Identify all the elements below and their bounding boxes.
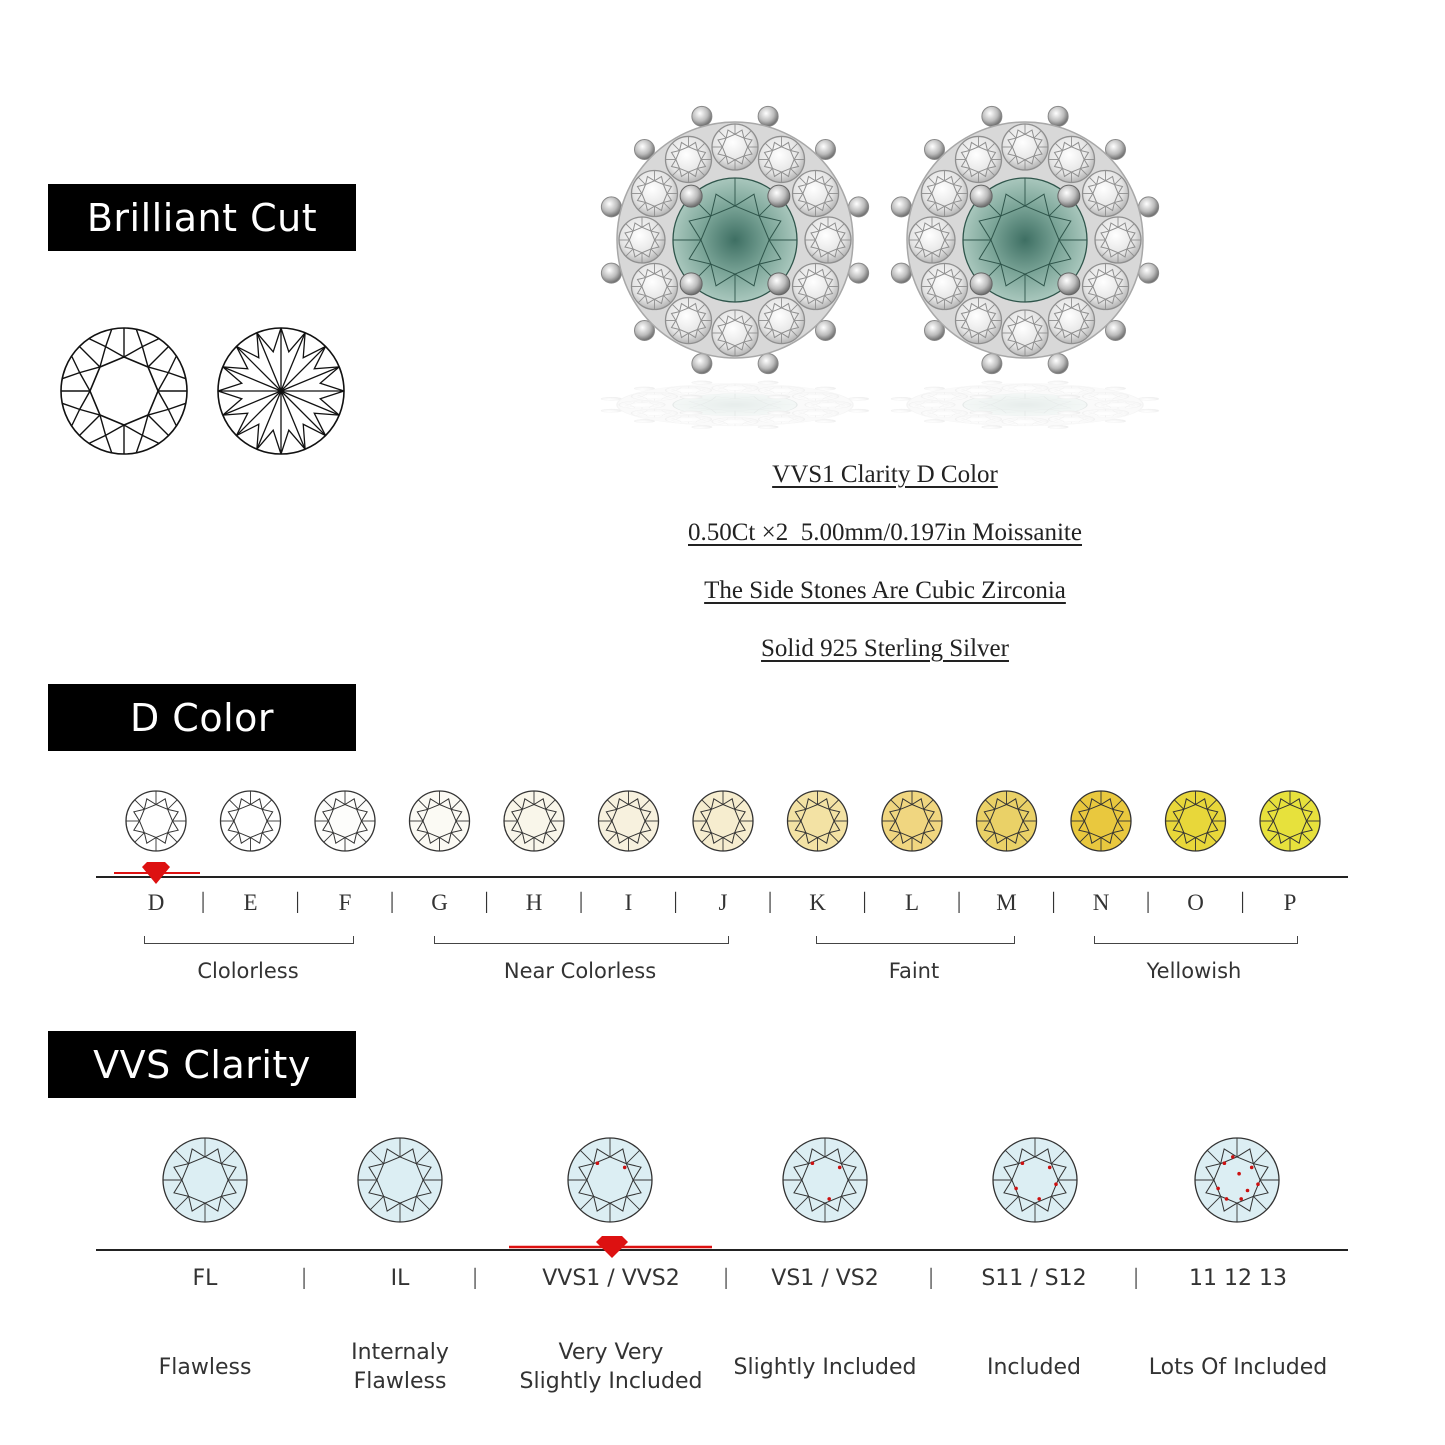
color-stone-K: [788, 791, 848, 851]
clarity-description-line: Slightly Included: [519, 1369, 703, 1394]
clarity-stone-3: [568, 1138, 652, 1222]
d-color-label: D Color: [48, 684, 356, 751]
clarity-description-1: [95, 1353, 315, 1382]
clarity-grade-4: VS1 / VS2: [771, 1266, 879, 1291]
clarity-description-line: Internaly: [351, 1340, 449, 1365]
color-scale-diagram: [96, 780, 1352, 890]
color-stone-I: [599, 791, 659, 851]
grade-separator: |: [956, 888, 962, 913]
spec-material: Solid 925 Sterling Silver: [761, 635, 1009, 662]
color-stone-J: [693, 791, 753, 851]
grade-separator: |: [472, 1264, 478, 1289]
clarity-stone-6: [1195, 1138, 1279, 1222]
clarity-grade-5: S11 / S12: [981, 1266, 1087, 1291]
clarity-stone-2: [358, 1138, 442, 1222]
clarity-stone-1: [163, 1138, 247, 1222]
vvs-clarity-label: VVS Clarity: [48, 1031, 356, 1098]
clarity-grade-6: 11 12 13: [1189, 1266, 1287, 1291]
left-earring: [601, 106, 868, 373]
color-grade-E: E: [243, 890, 258, 915]
color-grade-G: G: [431, 890, 448, 915]
faint-bracket: [816, 936, 1015, 944]
grade-separator: |: [1133, 1264, 1139, 1289]
color-stone-D: [126, 791, 186, 851]
color-stone-H: [504, 791, 564, 851]
clarity-description-2: [290, 1338, 510, 1396]
brilliant-cut-bottom-view-icon: [215, 325, 347, 457]
clarity-description-6: [1128, 1353, 1348, 1382]
color-grade-K: K: [809, 890, 826, 915]
clarity-description-3: [501, 1338, 721, 1396]
clarity-grade-2: IL: [390, 1266, 410, 1291]
spec-clarity-color: VVS1 Clarity D Color: [772, 461, 998, 488]
clarity-grade-3: VVS1 / VVS2: [542, 1266, 680, 1291]
color-stone-F: [315, 791, 375, 851]
grade-separator: |: [389, 888, 395, 913]
clarity-grade-1: FL: [192, 1266, 218, 1291]
color-grade-O: O: [1187, 890, 1204, 915]
grade-separator: |: [723, 1264, 729, 1289]
grade-separator: |: [928, 1264, 934, 1289]
clarity-stone-5: [993, 1138, 1077, 1222]
clarity-scale-diagram: [96, 1130, 1352, 1270]
color-grade-D: D: [147, 890, 165, 915]
grade-separator: |: [578, 888, 584, 913]
grade-separator: |: [484, 888, 489, 913]
color-stone-G: [410, 791, 470, 851]
color-stone-O: [1166, 791, 1226, 851]
color-stone-M: [977, 791, 1037, 851]
clarity-description-line: Very Very: [558, 1340, 664, 1365]
colorless-group-label: Clolorless: [197, 959, 299, 983]
faint-group-label: Faint: [888, 959, 940, 983]
spec-side-stones: The Side Stones Are Cubic Zirconia: [704, 577, 1066, 604]
clarity-description-line: Included: [986, 1355, 1082, 1380]
earrings-product-image: [600, 100, 1170, 460]
near-colorless-group-label: Near Colorless: [503, 959, 657, 983]
grade-separator: |: [200, 888, 206, 913]
grade-separator: |: [1145, 888, 1151, 913]
grade-separator: |: [862, 888, 867, 913]
color-grade-I: I: [624, 890, 633, 915]
clarity-description-5: [924, 1353, 1144, 1382]
color-grade-P: P: [1283, 890, 1297, 915]
spec-carat-size: 0.50Ct ×2 5.00mm/0.197in Moissanite: [688, 519, 1082, 546]
clarity-description-line: Slightly Included: [733, 1355, 917, 1380]
yellowish-group-label: Yellowish: [1146, 959, 1242, 983]
color-grade-L: L: [904, 890, 920, 915]
color-grade-N: N: [1092, 890, 1110, 915]
grade-separator: |: [1051, 888, 1056, 913]
grade-separator: |: [1240, 888, 1245, 913]
grade-separator: |: [673, 888, 678, 913]
color-grade-M: M: [996, 890, 1017, 915]
color-grade-F: F: [338, 890, 352, 915]
near-colorless-bracket: [434, 936, 729, 944]
right-earring: [891, 106, 1158, 373]
color-stone-P: [1260, 791, 1320, 851]
color-stone-N: [1071, 791, 1131, 851]
grade-separator: |: [295, 888, 300, 913]
clarity-description-line: Flawless: [158, 1355, 252, 1380]
color-grade-J: J: [718, 890, 728, 915]
brilliant-cut-label: Brilliant Cut: [48, 184, 356, 251]
clarity-description-line: Flawless: [353, 1369, 447, 1394]
grade-separator: |: [301, 1264, 307, 1289]
clarity-description-line: Lots Of Included: [1148, 1355, 1328, 1380]
color-stone-E: [221, 791, 281, 851]
brilliant-cut-top-view-icon: [58, 325, 190, 457]
clarity-description-4: [715, 1353, 935, 1382]
colorless-bracket: [144, 936, 354, 944]
clarity-stone-4: [783, 1138, 867, 1222]
color-grade-H: H: [525, 890, 543, 915]
color-stone-L: [882, 791, 942, 851]
grade-separator: |: [767, 888, 773, 913]
yellowish-bracket: [1094, 936, 1298, 944]
